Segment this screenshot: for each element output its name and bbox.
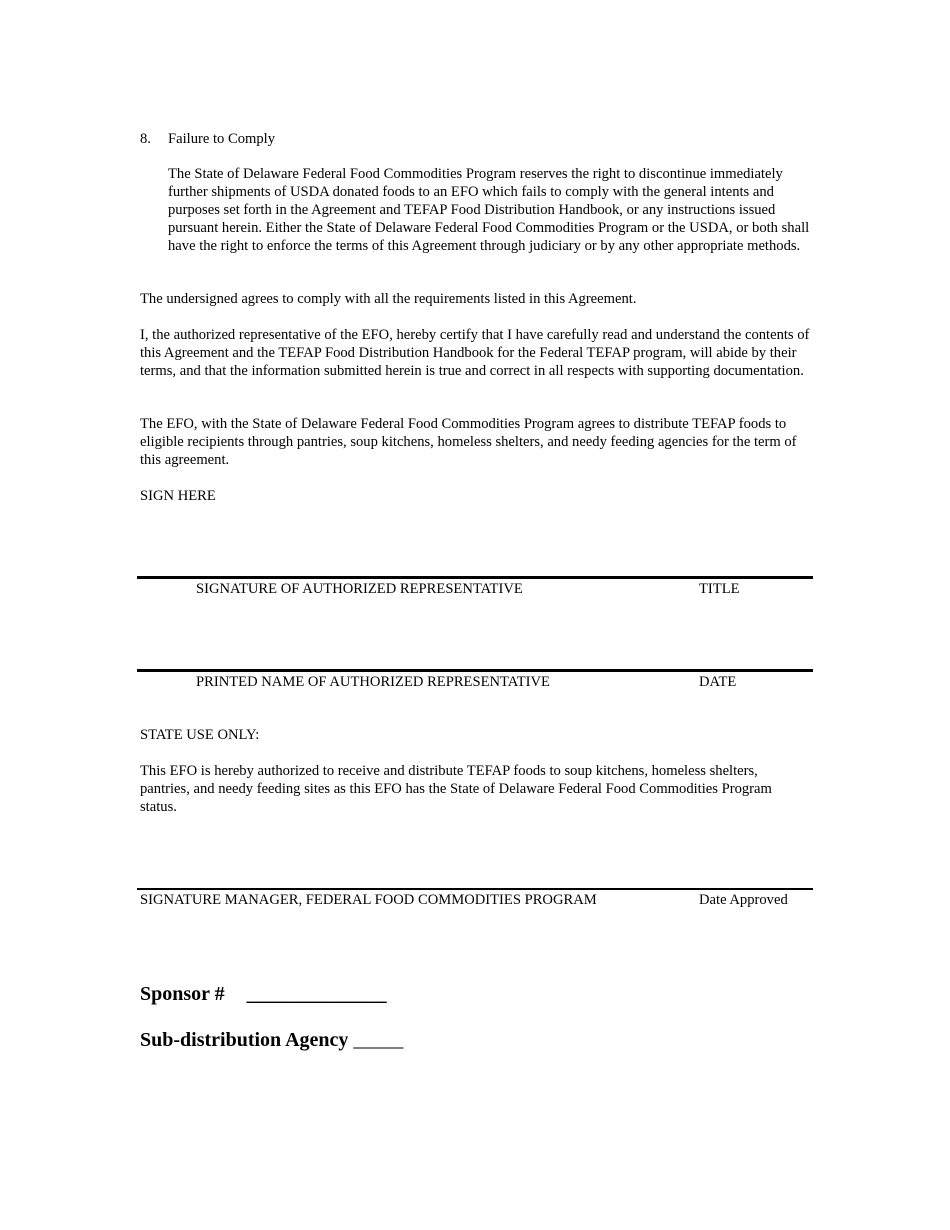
section-title: Failure to Comply [168,131,276,147]
date-approved-label: Date Approved [699,892,788,908]
signature-rule[interactable] [137,576,813,579]
signature-label: SIGNATURE OF AUTHORIZED REPRESENTATIVE [196,581,523,597]
subdistribution-field[interactable] [140,1028,403,1052]
sponsor-blank[interactable]: ______________ [246,983,387,1005]
title-label: TITLE [699,581,740,597]
agreement-statement: The undersigned agrees to comply with all the requirements listed in this Agreement. [140,291,637,307]
sign-here-label: SIGN HERE [140,488,216,504]
subdistribution-label: Sub-distribution Agency [140,1029,349,1051]
manager-signature-label: SIGNATURE MANAGER, FEDERAL FOOD COMMODITIES PROGRAM [140,892,597,908]
printed-name-rule[interactable] [137,669,813,672]
date-label: DATE [699,674,737,690]
state-authorization-text: This EFO is hereby authorized to receive and distribute TEFAP foods to soup kitchens, homeless shelters, pantries, and needy feeding sites as this EFO has the State of Delaware Federal Food Commodities Program status. [140,763,772,815]
sponsor-field[interactable] [140,982,387,1006]
manager-signature-rule[interactable] [137,888,813,890]
subdistribution-blank[interactable]: _____ [353,1029,404,1051]
distribution-statement: The EFO, with the State of Delaware Federal Food Commodities Program agrees to distribute TEFAP foods to eligible recipients through pantries, soup kitchens, homeless shelters, and needy feeding agencies for the term of this agreement. [140,416,797,468]
section-body: The State of Delaware Federal Food Commodities Program reserves the right to discontinue immediately further shipments of USDA donated foods to an EFO which fails to comply with the general intents and purposes set forth in the Agreement and TEFAP Food Distribution Handbook, or any instructions issued pursuant herein. Either the State of Delaware Federal Food Commodities Program or the USDA, or both shall have the right to enforce the terms of this Agreement through judiciary or by any other appropriate methods. [168,166,810,254]
section-number: 8. [140,131,151,147]
state-use-only-heading: STATE USE ONLY: [140,727,260,743]
certification-statement: I, the authorized representative of the EFO, hereby certify that I have carefully read and understand the contents of this Agreement and the TEFAP Food Distribution Handbook for the Federal TEFAP program, will abide by their terms, and that the information submitted herein is true and correct in all respects with supporting documentation. [140,327,810,379]
sponsor-label: Sponsor # [140,983,225,1005]
printed-name-label: PRINTED NAME OF AUTHORIZED REPRESENTATIVE [196,674,550,690]
